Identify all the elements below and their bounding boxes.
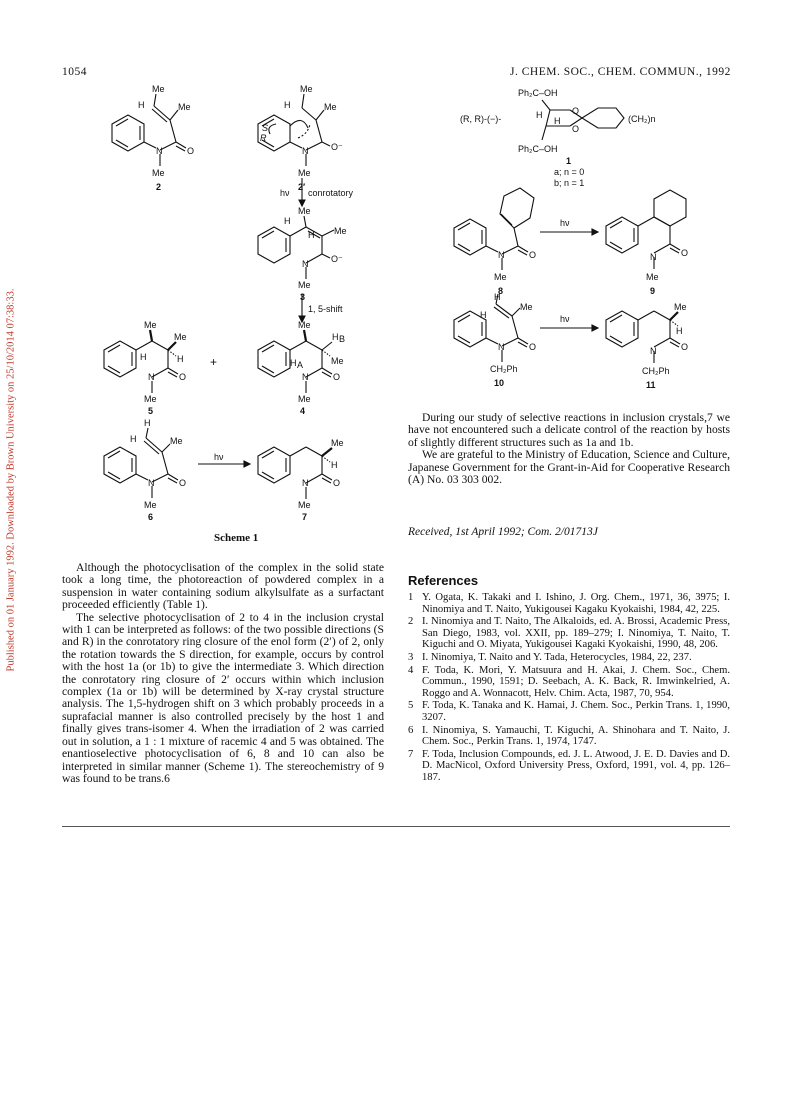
atom-s: S xyxy=(262,123,269,133)
publication-note[interactable] xyxy=(4,260,18,700)
atom-h: H xyxy=(554,116,561,126)
host-ph2coh-bottom: Ph₂C–OH xyxy=(518,144,558,154)
atom-h: H xyxy=(480,310,487,320)
atom-ha: H xyxy=(290,358,297,368)
atom-ch2ph: CH₂Ph xyxy=(642,366,670,376)
reference-item: 3 I. Ninomiya, T. Naito and Y. Tada, Heterocycles, 1984, 22, 237. xyxy=(408,651,692,663)
atom-h: H xyxy=(138,100,145,110)
reference-item: 4 F. Toda, K. Mori, Y. Matsuura and H. Akai, J. Chem. Soc., Chem. Commun., 1990, 1591; D. Seebach, A. K. Back, R. Imwinkelried, A. Roggo and A. Wonnacott, Helv. Chim. Acta, 1987, 70, 954. xyxy=(408,664,730,699)
compound-label-9: 9 xyxy=(650,286,656,296)
atom-me: Me xyxy=(520,302,533,312)
atom-n: N xyxy=(148,478,155,488)
reference-item: 6 I. Ninomiya, S. Yamauchi, T. Kiguchi, A. Shinohara and T. Naito, J. Chem. Soc., Perkin Trans. 1, 1974, 1747. xyxy=(408,724,730,748)
atom-n: N xyxy=(148,372,155,382)
paragraph: The selective photocyclisation of 2 to 4 in the inclusion crystal with 1 can be interpreted as follows: of the two possible directions (S and R) in the conrotatory ring closure of the enol form (2′) of 2, only the rotation towards the S direction, for example, occurs by control with the host 1a (or 1b) to give the intermediate 3. Which direction the conrotatory ring closure of 2′ occurs within which inclusion complex (1a or 1b) will be determined by X-ray crystal structure analysis. The 1,5-hydrogen shift on 3 which probably proceeds in a suprafacial manner is also controlled precisely by the host 1 and finally gives trans-isomer 4. When the irradiation of 2 was carried out in solution, a 1 : 1 mixture of racemic 4 and 5 was obtained. The enantioselective photocyclisation of 6, 8 and 10 can also be interpreted in similar manner (Scheme 1). The stereochemistry of 9 was found to be trans.6 xyxy=(62,610,384,785)
atom-n: N xyxy=(498,250,505,260)
atom-n: N xyxy=(156,146,163,156)
atom-me: Me xyxy=(494,272,507,282)
reference-item: 2 I. Ninomiya and T. Naito, The Alkaloids, ed. A. Brossi, Academic Press, San Diego, 1983, vol. XXII, pp. 189–279; I. Ninomiya, T. Naito, T. Kiguchi and O. Miyata, Yukigousei Kagaki Kyokaishi, 1990, 48, 206. xyxy=(408,616,730,651)
atom-me: Me xyxy=(178,102,191,112)
atom-h: H xyxy=(284,216,291,226)
atom-h: H xyxy=(676,326,683,336)
atom-o: O xyxy=(333,478,341,488)
compound-label-10: 10 xyxy=(494,378,505,388)
atom-me: Me xyxy=(144,394,157,404)
paragraph: Although the photocyclisation of the complex in the solid state took a long time, the photoreaction of powdered complex in a suspension in water containing sodium alkylsulfate as a surfactant proceeded efficiently (Table 1). xyxy=(62,561,384,612)
arrow-label-hv: hν xyxy=(560,314,570,324)
reference-item: 7 F. Toda, Inclusion Compounds, ed. J. L. Atwood, J. E. D. Davies and D. D. MacNicol, Oxford University Press, Oxford, 1991, vol. 4, pp. 126–187. xyxy=(408,748,730,783)
atom-h: H xyxy=(284,100,291,110)
atom-hb-sub: B xyxy=(339,334,346,344)
structure-7 xyxy=(258,447,332,499)
compound-label-11: 11 xyxy=(646,380,656,390)
atom-me: Me xyxy=(144,320,157,330)
structure-2-prime xyxy=(258,94,330,166)
atom-ha-sub: A xyxy=(297,360,304,370)
host-sub-a: a; n = 0 xyxy=(554,167,585,177)
atom-h: H xyxy=(140,352,147,362)
atom-o: O xyxy=(572,124,580,134)
atom-n: N xyxy=(302,372,309,382)
atom-me: Me xyxy=(152,168,165,178)
atom-o: O xyxy=(529,250,537,260)
reference-item: 1 Y. Ogata, K. Takaki and I. Ishino, J. Org. Chem., 1971, 36, 3975; I. Ninomiya and T. Naito, Yukigousei Kagaku Kyokaishi, 1984, 42, 225. xyxy=(408,592,730,615)
paragraph: During our study of selective reactions in inclusion crystals,7 we have not encountered such a delicate control of the reaction by hosts of slightly different structures such as 1a and 1b. xyxy=(408,411,730,449)
atom-me: Me xyxy=(174,332,187,342)
atom-o: O xyxy=(681,248,689,258)
atom-n-plus: N xyxy=(302,146,309,156)
footer-rule xyxy=(62,826,730,827)
paragraph: We are grateful to the Ministry of Education, Science and Culture, Japanese Government for the Grant-in-Aid for Cooperative Research (A) No. 03 303 002. xyxy=(408,448,730,487)
compound-label-4: 4 xyxy=(300,406,306,416)
structure-6 xyxy=(104,428,178,498)
structure-8 xyxy=(454,188,537,270)
atom-me: Me xyxy=(331,438,344,448)
atom-h: H xyxy=(144,418,151,428)
atom-r: R xyxy=(260,133,267,143)
atom-me: Me xyxy=(298,394,311,404)
host-ph2coh-top: Ph₂C–OH xyxy=(518,88,558,98)
references-heading: References xyxy=(408,573,479,588)
compound-label-3: 3 xyxy=(300,292,306,302)
atom-me: Me xyxy=(324,102,337,112)
host-sub-b: b; n = 1 xyxy=(554,178,585,188)
structure-9 xyxy=(606,190,689,269)
atom-n: N xyxy=(498,342,505,352)
publication-note-text: Published on 01 January 1992. Downloaded by Brown University on 25/10/2014 07:38:33. xyxy=(5,288,17,672)
atom-me: Me xyxy=(298,168,311,178)
atom-n-plus: N xyxy=(302,259,309,269)
atom-me: Me xyxy=(298,500,311,510)
structure-11 xyxy=(606,311,680,363)
references-list xyxy=(408,592,730,785)
atom-o-minus: O⁻ xyxy=(331,142,343,152)
compound-label-2-prime: 2′ xyxy=(298,182,306,192)
scheme-host-and-reactions-graphic xyxy=(410,84,730,390)
atom-o-minus: O⁻ xyxy=(331,254,343,264)
arrow-label-hv: hν xyxy=(280,188,290,198)
atom-o: O xyxy=(681,342,689,352)
compound-label-6: 6 xyxy=(148,512,154,522)
atom-h: H xyxy=(308,230,315,240)
atom-me: Me xyxy=(674,302,687,312)
page-number: 1054 xyxy=(62,66,87,78)
atom-n: N xyxy=(302,478,309,488)
atom-h: H xyxy=(331,460,338,470)
atom-me: Me xyxy=(298,280,311,290)
atom-o: O xyxy=(179,478,187,488)
host-ring-label: (CH₂)n xyxy=(628,114,656,124)
plus-sign: + xyxy=(210,355,218,369)
structure-10 xyxy=(454,294,528,362)
atom-me: Me xyxy=(298,320,311,330)
atom-o: O xyxy=(529,342,537,352)
atom-h: H xyxy=(177,354,184,364)
arrow-label-shift: 1, 5-shift xyxy=(308,304,343,314)
compound-label-1: 1 xyxy=(566,156,572,166)
atom-o: O xyxy=(179,372,187,382)
atom-ch2ph: CH₂Ph xyxy=(490,364,518,374)
atom-me: Me xyxy=(152,84,165,94)
right-column-text xyxy=(408,412,730,486)
arrow-label-hv: hν xyxy=(214,452,224,462)
atom-o: O xyxy=(333,372,341,382)
arrow-label-hv: hν xyxy=(560,218,570,228)
atom-h: H xyxy=(130,434,137,444)
atom-n: N xyxy=(650,252,657,262)
atom-me: Me xyxy=(646,272,659,282)
atom-h: H xyxy=(536,110,543,120)
scheme-1-graphic xyxy=(90,84,380,524)
compound-label-2: 2 xyxy=(156,182,162,192)
atom-o: O xyxy=(572,106,580,116)
received-date: Received, 1st April 1992; Com. 2/01713J xyxy=(408,526,598,538)
compound-label-5: 5 xyxy=(148,406,154,416)
arrow-label-conrotatory: conrotatory xyxy=(308,188,354,198)
structure-2 xyxy=(112,94,186,166)
journal-header: J. CHEM. SOC., CHEM. COMMUN., 1992 xyxy=(510,66,731,78)
left-column-text xyxy=(62,562,384,785)
atom-me: Me xyxy=(331,356,344,366)
compound-label-8: 8 xyxy=(498,286,504,296)
atom-o: O xyxy=(187,146,195,156)
atom-h: H xyxy=(494,292,501,302)
atom-me: Me xyxy=(144,500,157,510)
atom-hb: H xyxy=(332,332,339,342)
structure-3 xyxy=(258,216,334,279)
host-config: (R, R)-(−)- xyxy=(460,114,502,124)
atom-me: Me xyxy=(334,226,347,236)
reference-item: 5 F. Toda, K. Tanaka and K. Hamai, J. Chem. Soc., Perkin Trans. 1, 1990, 3207. xyxy=(408,700,730,723)
atom-me: Me xyxy=(300,84,313,94)
compound-label-7: 7 xyxy=(302,512,308,522)
atom-me: Me xyxy=(298,206,311,216)
atom-n: N xyxy=(650,346,657,356)
atom-me: Me xyxy=(170,436,183,446)
scheme-caption: Scheme 1 xyxy=(214,532,259,544)
